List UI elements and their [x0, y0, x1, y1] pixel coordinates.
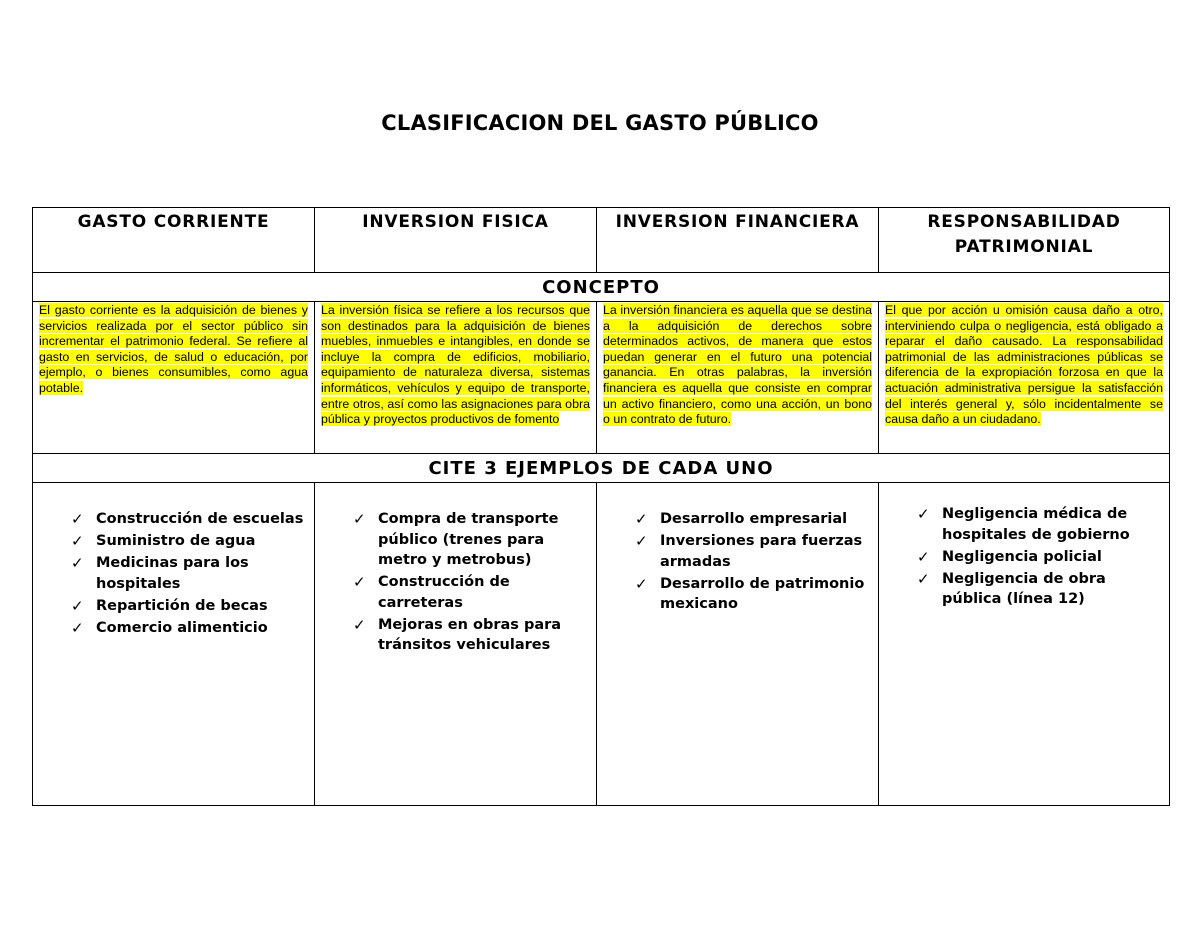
- checkmark-icon: ✓: [71, 618, 84, 637]
- checkmark-icon: ✓: [635, 532, 648, 550]
- examples-list: [71, 509, 314, 638]
- concept-cell-inversion-financiera: [597, 302, 879, 454]
- checkmark-icon: ✓: [71, 532, 84, 550]
- concept-text-inversion-fisica: La inversión física se refiere a los recursos que son destinados para la adquisición de bienes muebles, inmuebles e intangibles, en donde se incluye la compra de edificios, mobiliario, equipamiento de naturaleza diversa, sistemas informáticos, vehículos y equipo de transporte, entre otros, así como las asignaciones para obra pública y proyectos productivos de fomento: [321, 303, 590, 427]
- example-text: Construcción de carreteras: [378, 574, 510, 611]
- example-item: [71, 596, 314, 617]
- example-item: [635, 531, 878, 572]
- header-row: [33, 208, 1170, 273]
- concept-text-responsabilidad-patrimonial: El que por acción u omisión causa daño a otro, interviniendo culpa o negligencia, está obligado a reparar el daño causado. La responsabilidad patrimonial de las administraciones públicas se diferencia de la expropiación forzosa en que la actuación administrativa persigue la satisfacción del interés general y, sólo incidentalmente se causa daño a un ciudadano.: [885, 303, 1163, 427]
- example-text: Construcción de escuelas: [96, 511, 304, 527]
- checkmark-icon: ✓: [635, 574, 648, 593]
- header-label: INVERSION FISICA: [362, 212, 549, 232]
- example-item: [353, 572, 596, 613]
- example-text: Suministro de agua: [96, 533, 256, 549]
- example-item: [353, 615, 596, 656]
- header-label: GASTO CORRIENTE: [77, 212, 270, 232]
- header-inversion-fisica: [315, 208, 597, 273]
- concept-cell-responsabilidad-patrimonial: [879, 302, 1170, 454]
- checkmark-icon: ✓: [71, 554, 84, 572]
- examples-list: [353, 509, 596, 656]
- concept-text-gasto-corriente: El gasto corriente es la adquisición de bienes y servicios realizada por el sector público sin incrementar el patrimonio federal. Se refiere al gasto en servicios, de salud o educación, por ejemplo, o bienes consumibles, como agua potable.: [39, 303, 308, 395]
- example-item: [353, 509, 596, 571]
- header-label: INVERSION FINANCIERA: [615, 212, 860, 232]
- checkmark-icon: ✓: [353, 615, 366, 634]
- example-item: [635, 509, 878, 530]
- header-inversion-financiera: [597, 208, 879, 273]
- concept-section-label: CONCEPTO: [33, 273, 1170, 302]
- header-label: RESPONSABILIDAD PATRIMONIAL: [927, 212, 1121, 257]
- example-text: Repartición de becas: [96, 597, 268, 614]
- examples-row: [33, 483, 1170, 806]
- classification-table: [32, 207, 1170, 806]
- example-text: Negligencia policial: [942, 548, 1102, 565]
- examples-list: [917, 504, 1169, 610]
- example-item: [917, 569, 1169, 610]
- example-text: Negligencia médica de hospitales de gobierno: [942, 506, 1130, 543]
- concept-cell-inversion-fisica: [315, 302, 597, 454]
- header-responsabilidad-patrimonial: [879, 208, 1170, 273]
- checkmark-icon: ✓: [917, 505, 930, 523]
- examples-cell-responsabilidad-patrimonial: [879, 483, 1170, 806]
- example-text: Inversiones para fuerzas armadas: [660, 533, 863, 570]
- example-item: [635, 574, 878, 615]
- concept-label-row: [33, 273, 1170, 302]
- checkmark-icon: ✓: [353, 573, 366, 591]
- checkmark-icon: ✓: [71, 510, 84, 528]
- example-item: [71, 509, 314, 530]
- checkmark-icon: ✓: [353, 510, 366, 528]
- example-text: Mejoras en obras para tránsitos vehiculares: [378, 616, 562, 653]
- example-item: [917, 547, 1169, 568]
- example-text: Compra de transporte público (trenes para metro y metrobus): [378, 511, 559, 568]
- header-gasto-corriente: [33, 208, 315, 273]
- examples-label-row: [33, 454, 1170, 483]
- concept-cell-gasto-corriente: [33, 302, 315, 454]
- examples-list: [635, 509, 878, 615]
- examples-cell-inversion-fisica: [315, 483, 597, 806]
- checkmark-icon: ✓: [635, 510, 648, 528]
- example-item: [917, 504, 1169, 545]
- example-item: [71, 618, 314, 639]
- example-text: Negligencia de obra pública (línea 12): [942, 570, 1106, 607]
- example-item: [71, 531, 314, 552]
- examples-section-label: CITE 3 EJEMPLOS DE CADA UNO: [33, 454, 1170, 483]
- concept-row: [33, 302, 1170, 454]
- example-text: Desarrollo empresarial: [660, 511, 848, 527]
- examples-cell-gasto-corriente: [33, 483, 315, 806]
- example-text: Medicinas para los hospitales: [96, 555, 249, 592]
- concept-text-inversion-financiera: La inversión financiera es aquella que se destina a la adquisición de derechos sobre determinados activos, de manera que estos puedan generar en el futuro una potencial ganancia. En otras palabras, la inversión financiera es aquella que consiste en comprar un activo financiero, como una acción, un bono o un contrato de futuro.: [603, 303, 872, 427]
- document-title: CLASIFICACION DEL GASTO PÚBLICO: [381, 111, 819, 135]
- examples-cell-inversion-financiera: [597, 483, 879, 806]
- checkmark-icon: ✓: [917, 547, 930, 566]
- example-item: [71, 553, 314, 594]
- example-text: Comercio alimenticio: [96, 619, 268, 636]
- checkmark-icon: ✓: [917, 569, 930, 588]
- checkmark-icon: ✓: [71, 596, 84, 615]
- example-text: Desarrollo de patrimonio mexicano: [660, 575, 865, 612]
